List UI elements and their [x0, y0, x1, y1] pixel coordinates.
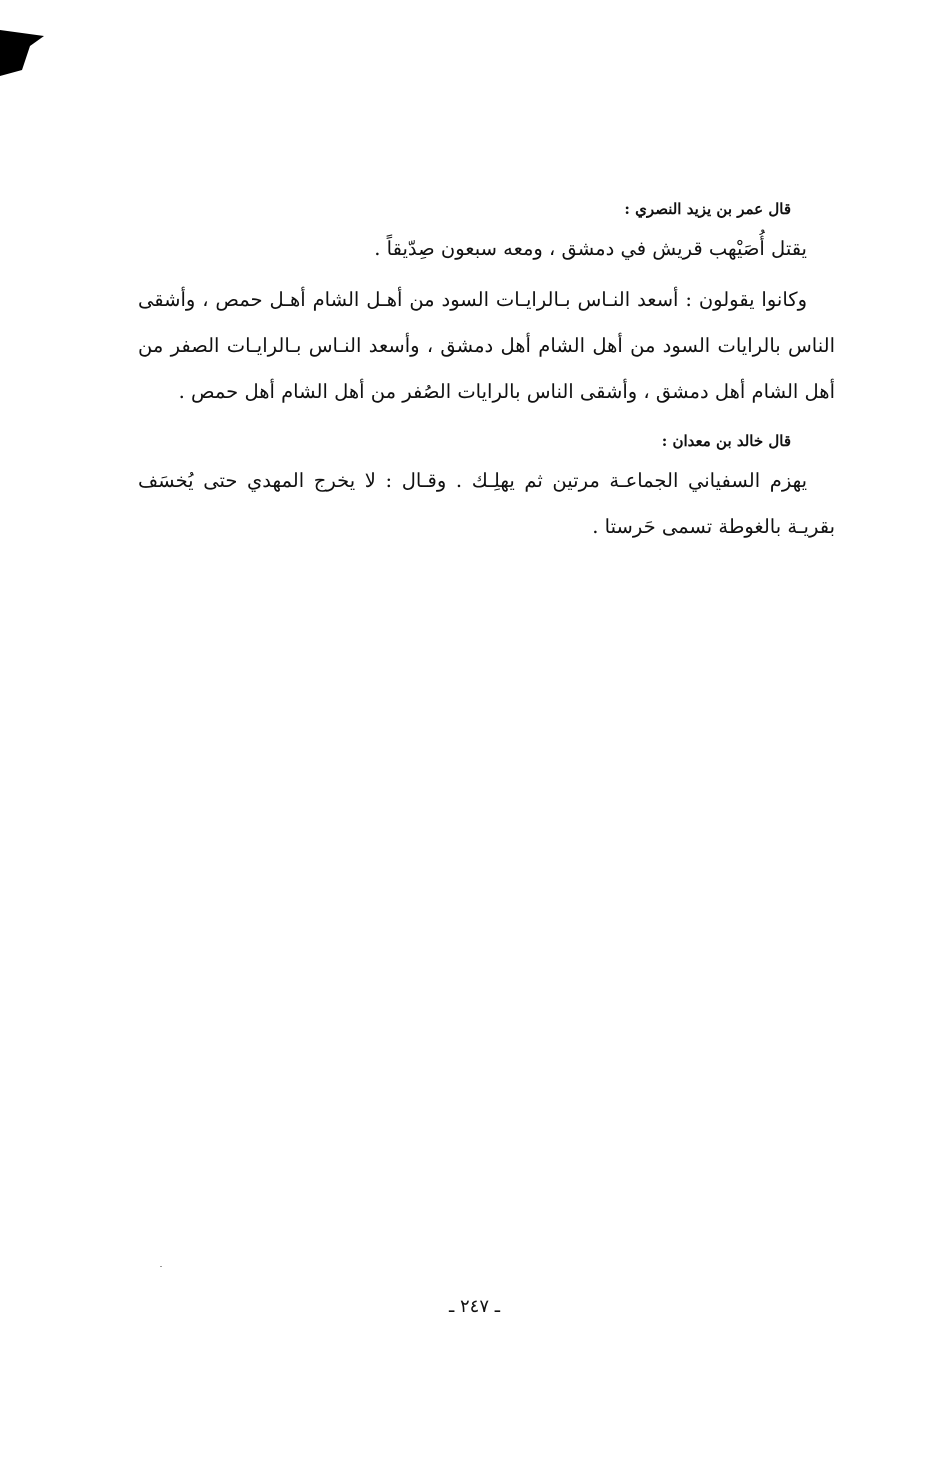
quote-text-1: [138, 226, 835, 272]
speaker-heading-1: قال عمر بن يزيد النصري :: [624, 200, 791, 218]
corner-ink-mark: [0, 30, 46, 76]
paragraph-text: وكانوا يقولون : أسعد النـاس بـالرايـات السود من أهـل الشام أهـل حمص ، وأشقى الناس بالرايات السود من أهل الشام أهل دمشق ، وأسعد النـاس بـالرايـات الصفر من أهل الشام أهل دمشق ، وأشقى الناس بالرايات الصُفر من أهل الشام أهل حمص .: [138, 288, 835, 403]
paragraph-block: [138, 277, 835, 415]
page-number: ـ ٢٤٧ ـ: [448, 1296, 500, 1317]
speaker-heading-2: قال خالد بن معدان :: [661, 432, 791, 450]
quote-text-2: [138, 458, 835, 550]
quote-1-line: يقتل أُصَيْهب قريش في دمشق ، ومعه سبعون صِدّيقاً .: [374, 237, 807, 260]
quote-2-text: يهزم السفياني الجماعـة مرتين ثم يهلِـك . وقـال : لا يخرج المهدي حتى يُخسَف بقريـة بالغوطة تسمى حَرستا .: [138, 469, 835, 538]
scan-speck: [160, 1266, 162, 1267]
